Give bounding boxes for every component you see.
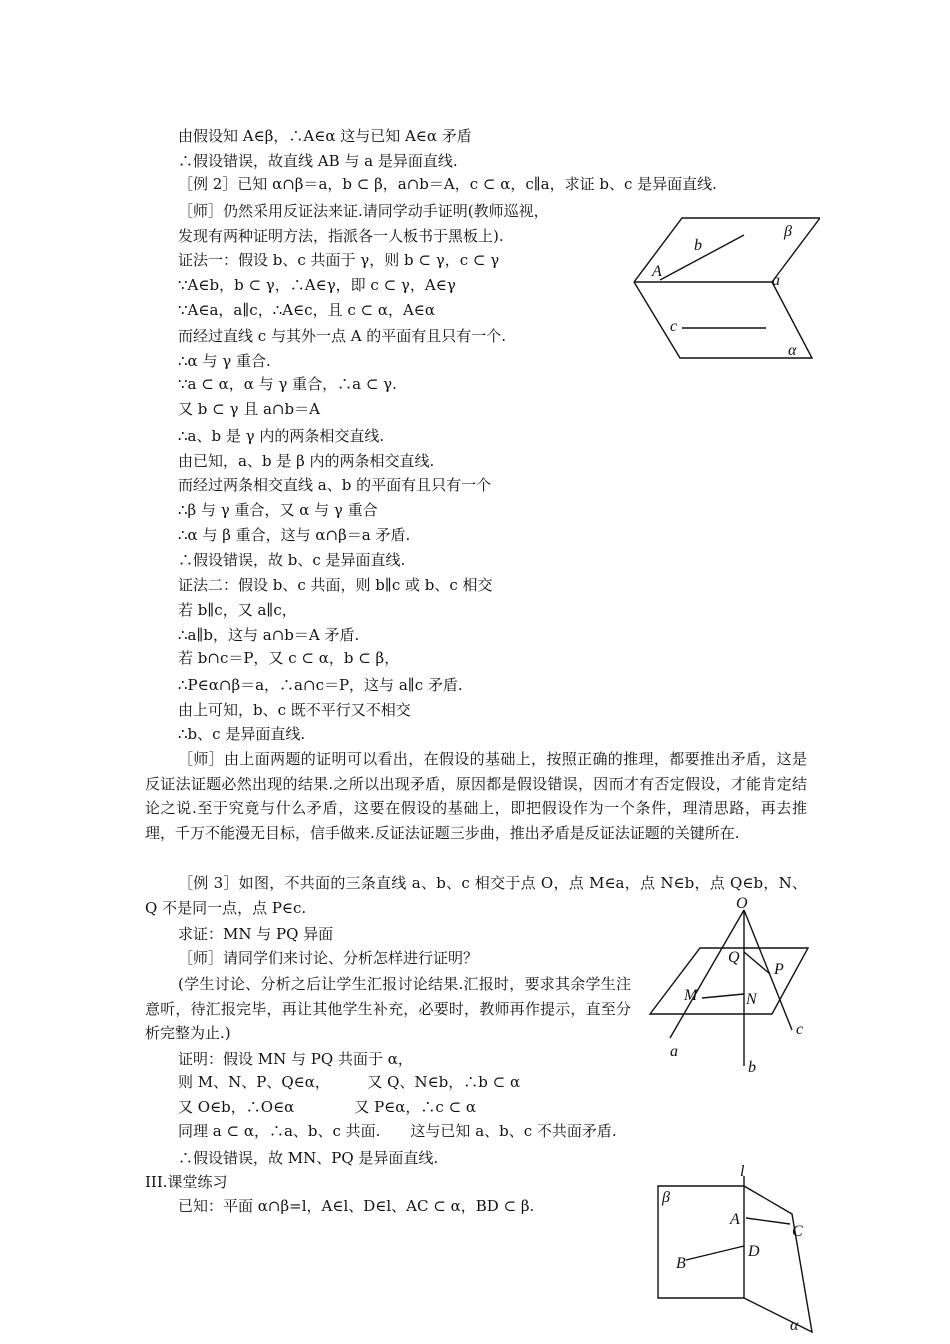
segment-BD: [686, 1246, 744, 1260]
segment-AC: [746, 1218, 790, 1224]
label-A: A: [730, 1211, 740, 1228]
text-line: 又 O∈b，∴O∈α 又 P∈α，∴c ⊂ α: [178, 1098, 477, 1116]
label-M: M: [684, 987, 698, 1004]
line-c: [744, 910, 792, 1030]
label-a: a: [772, 272, 780, 289]
text-line: ∴假设错误，故直线 AB 与 a 是异面直线.: [178, 152, 458, 170]
discussion-paragraph: (学生讨论、分析之后让学生汇报讨论结果.汇报时，要求其余学生注意听，待汇报完毕，再让其他学生补充，必要时，教师再作提示，直至分析完整为止.): [145, 975, 631, 1042]
text-line: 而经过直线 c 与其外一点 A 的平面有且只有一个.: [178, 327, 507, 345]
summary-paragraph: ［师］由上面两题的证明可以看出，在假设的基础上，按照正确的推理，都要推出矛盾，这是反证法证题必然出现的结果.之所以出现矛盾，原因都是假设错误，因而才有否定假设，才能肯定结论之说.至于究竟与什么矛盾，这要在假设的基础上，即把假设作为一个条件，理清思路，再去推理，千万不能漫无目标，信手做来.反证法证题三步曲，推出矛盾是反证法证题的关键所在.: [145, 750, 807, 842]
text-line: 由假设知 A∈β，∴A∈α 这与已知 A∈α 矛盾: [178, 127, 472, 145]
text-line: ∵a ⊂ α，α 与 γ 重合，∴a ⊂ γ.: [178, 375, 397, 393]
text-line: ［师］请同学们来讨论、分析怎样进行证明？: [178, 949, 479, 967]
figure-planes-2: [650, 1162, 820, 1340]
text-line: ∴b、c 是异面直线.: [178, 725, 306, 743]
segment-PQ: [744, 952, 770, 974]
text-line: 已知：平面 α∩β=l，A∈l、D∈l、AC ⊂ α，BD ⊂ β.: [178, 1197, 535, 1215]
text-line: ∴β 与 γ 重合，又 α 与 γ 重合: [178, 501, 378, 519]
text-line: 由上可知，b、c 既不平行又不相交: [178, 701, 411, 719]
text-line: ∴P∈α∩β＝a，∴a∩c＝P，这与 a∥c 矛盾.: [178, 676, 463, 694]
text-line: 同理 a ⊂ α，∴a、b、c 共面. 这与已知 a、b、c 不共面矛盾.: [178, 1122, 617, 1140]
text-line: 证法二：假设 b、c 共面，则 b∥c 或 b、c 相交: [178, 576, 493, 594]
label-N: N: [746, 991, 757, 1008]
text-line: ∴α 与 γ 重合.: [178, 352, 271, 370]
label-D: D: [748, 1243, 760, 1260]
label-O: O: [736, 895, 748, 912]
label-b: b: [748, 1059, 756, 1075]
text-line: ∴a∥b，这与 a∩b＝A 矛盾.: [178, 626, 360, 644]
label-beta: β: [784, 223, 792, 240]
label-beta: β: [662, 1189, 670, 1206]
text-line: ∴a、b 是 γ 内的两条相交直线.: [178, 427, 385, 445]
plane-alpha-outline: [634, 282, 812, 358]
figure-planes-1: [620, 210, 820, 365]
example3-paragraph: ［例 3］如图，不共面的三条直线 a、b、c 相交于点 O，点 M∈a，点 N∈b，点 Q∈b，N、Q 不是同一点，点 P∈c.: [145, 874, 807, 917]
plane-beta-outline: [658, 1186, 744, 1298]
label-Q: Q: [728, 949, 740, 966]
text-line: 证法一：假设 b、c 共面于 γ，则 b ⊂ γ，c ⊂ γ: [178, 251, 500, 269]
label-c: c: [670, 318, 678, 335]
text-line: 则 M、N、P、Q∈α， 又 Q、N∈b，∴b ⊂ α: [178, 1073, 521, 1091]
section-heading: III.课堂练习: [145, 1173, 228, 1191]
text-line: ∴假设错误，故 b、c 是异面直线.: [178, 551, 406, 569]
text-line: 而经过两条相交直线 a、b 的平面有且只有一个: [178, 476, 492, 494]
label-A: A: [652, 263, 662, 280]
text-line: 发现有两种证明方法，指派各一人板书于黑板上).: [178, 227, 504, 245]
label-alpha: α: [788, 342, 797, 359]
text-line: 又 b ⊂ γ 且 a∩b＝A: [178, 400, 320, 418]
text-line: ∵A∈a，a∥c，∴A∈c，且 c ⊂ α，A∈α: [178, 301, 436, 319]
figure-three-lines: [640, 890, 820, 1075]
label-P: P: [774, 961, 784, 978]
text-line: 证明：假设 MN 与 PQ 共面于 α，: [178, 1050, 413, 1068]
text-line: ∴假设错误，故 MN、PQ 是异面直线.: [178, 1149, 439, 1167]
text-line: ∴α 与 β 重合，这与 α∩β＝a 矛盾.: [178, 526, 411, 544]
text-line: 若 b∩c＝P，又 c ⊂ α，b ⊂ β，: [178, 649, 400, 667]
label-b: b: [694, 237, 702, 254]
label-alpha: α: [790, 1317, 799, 1334]
text-line: 若 b∥c，又 a∥c，: [178, 601, 297, 619]
text-line: ∵A∈b，b ⊂ γ，∴A∈γ，即 c ⊂ γ，A∈γ: [178, 276, 456, 294]
line-b: [660, 235, 744, 280]
label-l: l: [740, 1163, 745, 1180]
label-c: c: [796, 1021, 804, 1038]
segment-MN: [702, 994, 744, 998]
label-a: a: [670, 1043, 678, 1060]
text-line: ［师］仍然采用反证法来证.请同学动手证明(教师巡视，: [178, 202, 549, 220]
text-line: 求证：MN 与 PQ 异面: [178, 925, 334, 943]
label-C: C: [792, 1223, 803, 1240]
text-line: 由已知，a、b 是 β 内的两条相交直线.: [178, 452, 435, 470]
label-B: B: [676, 1255, 686, 1272]
text-line: ［例 2］已知 α∩β＝a，b ⊂ β，a∩b＝A，c ⊂ α，c∥a，求证 b、c 是异面直线.: [178, 175, 717, 193]
plane-beta-outline: [634, 218, 820, 282]
